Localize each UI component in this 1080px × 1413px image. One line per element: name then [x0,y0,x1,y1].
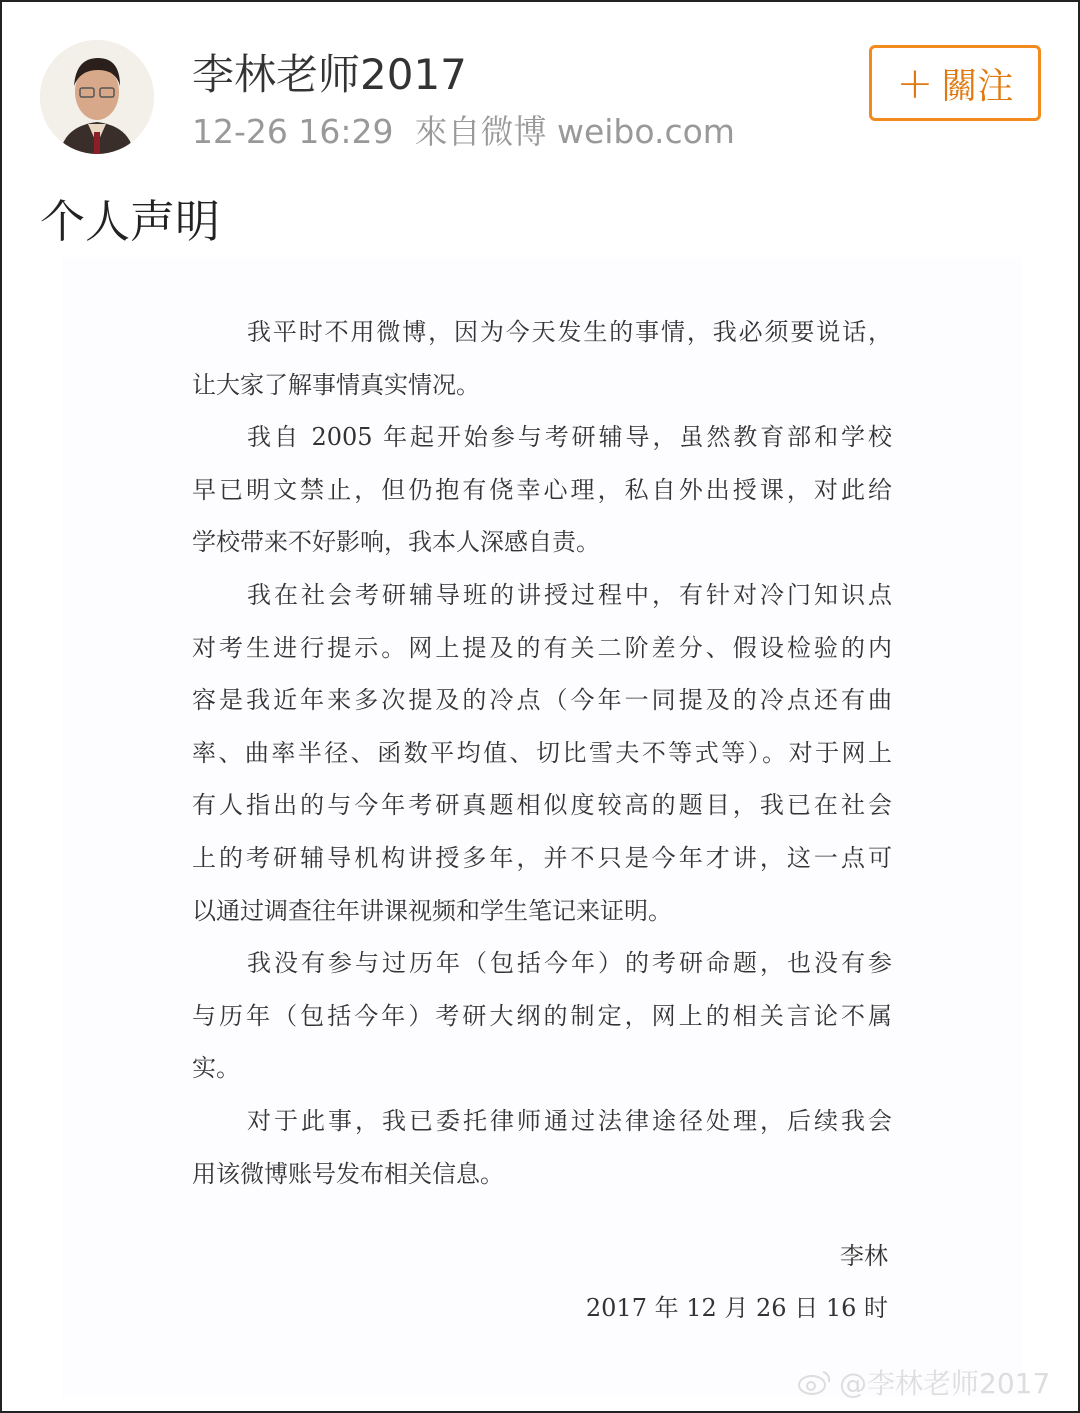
statement-line: 用该微博账号发布相关信息。 [192,1159,504,1188]
statement-line: 让大家了解事情真实情况。 [192,370,480,399]
statement-line: 对于此事，我已委托律师通过法律途径处理，后续我会 [247,1107,892,1135]
statement-line: 有人指出的与今年考研真题相似度较高的题目，我已在社会 [192,791,892,820]
post-source: 來自微博 weibo.com [414,112,735,151]
avatar[interactable] [40,40,154,154]
statement-line: 我平时不用微博，因为今天发生的事情，我必须要说话， [247,318,892,346]
weibo-logo-icon [797,1368,833,1396]
statement-line: 学校带来不好影响，我本人深感自责。 [192,528,600,557]
statement-line: 容是我近年来多次提及的冷点（今年一同提及的冷点还有曲 [192,686,892,715]
statement-line: 与历年（包括今年）考研大纲的制定，网上的相关言论不属 [192,1001,892,1030]
watermark-text: @李林老师2017 [839,1367,1051,1400]
follow-label: 關注 [941,65,1014,107]
statement-line: 我自 2005 年起开始参与考研辅导，虽然教育部和学校 [247,423,892,452]
statement-line: 实。 [192,1054,240,1083]
post-title: 个人声明 [40,195,221,248]
signature: 李林 [840,1242,888,1270]
post-time: 12-26 16:29 [192,112,394,151]
follow-button[interactable] [869,45,1041,121]
post-meta [192,106,735,153]
plus-icon: + [896,57,934,109]
statement-line: 早已明文禁止，但仍抱有侥幸心理，私自外出授课，对此给 [192,475,892,504]
statement-line: 以通过调查往年讲课视频和学生笔记来证明。 [192,896,672,925]
statement-line: 我没有参与过历年（包括今年）的考研命题，也没有参 [247,949,892,978]
statement-date: 2017 年 12 月 26 日 16 时 [585,1294,888,1322]
statement-line: 我在社会考研辅导班的讲授过程中，有针对冷门知识点 [247,581,892,609]
statement-line: 率、曲率半径、函数平均值、切比雪夫不等式等）。对于网上 [192,738,892,767]
statement-line: 对考生进行提示。网上提及的有关二阶差分、假设检验的内 [192,633,892,662]
avatar-portrait-icon [40,40,154,154]
watermark [797,1362,1050,1402]
statement-line: 上的考研辅导机构讲授多年，并不只是今年才讲，这一点可 [192,844,892,872]
username[interactable]: 李林老师2017 [192,50,467,99]
